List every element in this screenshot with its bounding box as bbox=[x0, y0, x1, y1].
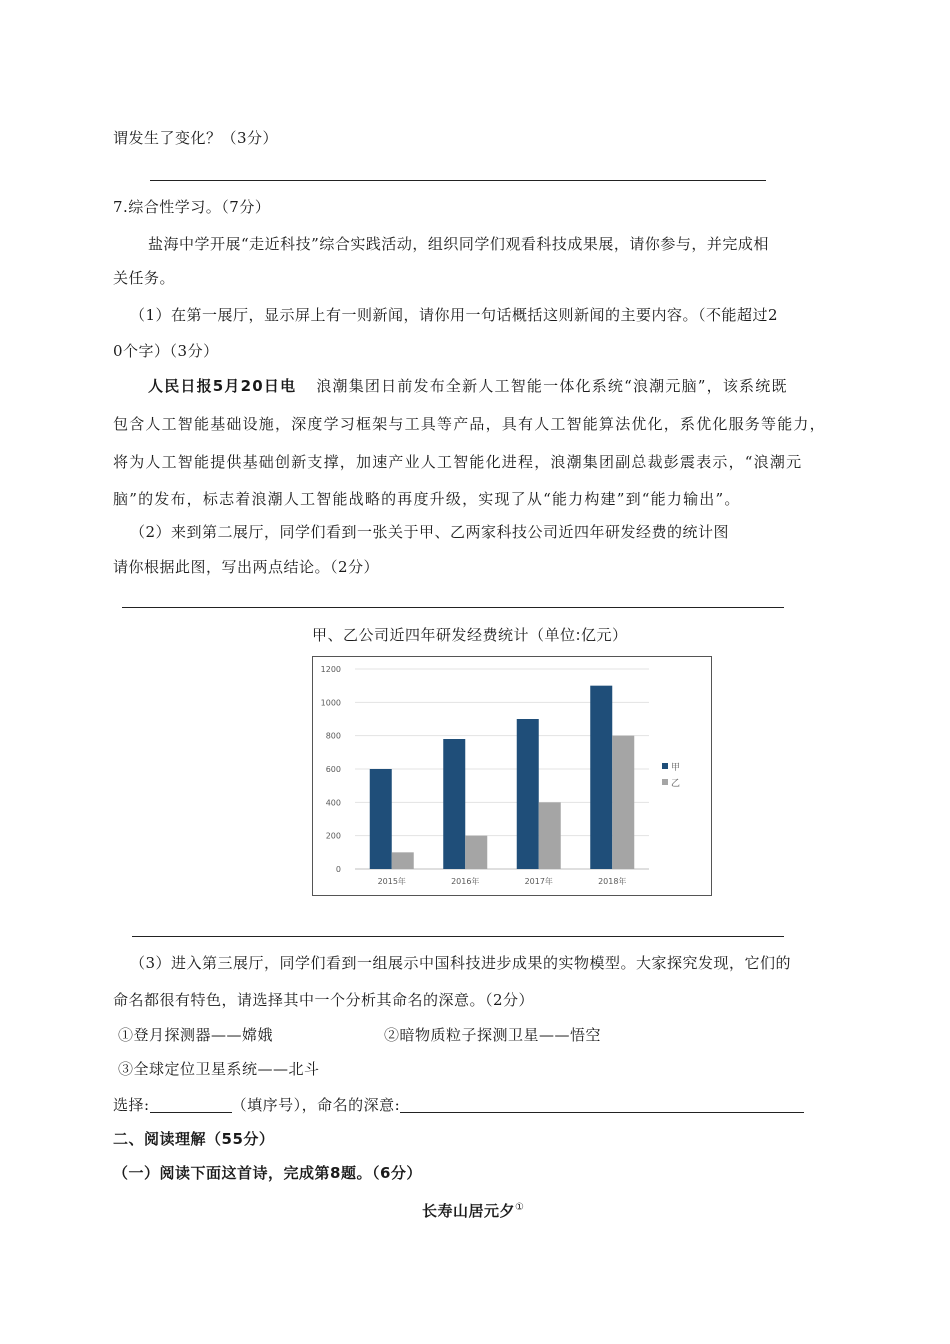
news-lead: 人民日报5月20日电 bbox=[148, 377, 297, 395]
news-line-3: 将为人工智能提供基础创新支撑，加速产业人工智能化进程，浪潮集团副总裁彭震表示，“浪潮元 bbox=[113, 453, 803, 471]
bar-乙-2016年 bbox=[465, 836, 487, 869]
option-2: ②暗物质粒子探测卫星——悟空 bbox=[384, 1026, 602, 1044]
choice-line bbox=[113, 1095, 804, 1115]
answer-line[interactable] bbox=[122, 607, 784, 608]
y-tick-label: 0 bbox=[335, 865, 341, 874]
option-3: ③全球定位卫星系统——北斗 bbox=[118, 1060, 320, 1078]
task-2-line-1: （2）来到第二展厅，同学们看到一张关于甲、乙两家科技公司近四年研发经费的统计图 bbox=[130, 523, 730, 541]
intro-line-1: 盐海中学开展“走近科技”综合实践活动，组织同学们观看科技成果展，请你参与，并完成相 bbox=[148, 235, 769, 253]
section-2-title: 二、阅读理解（55分） bbox=[113, 1130, 275, 1148]
legend-label: 甲 bbox=[671, 763, 681, 773]
bar-乙-2017年 bbox=[539, 802, 561, 869]
x-tick-label: 2016年 bbox=[451, 877, 480, 886]
task-1-line-1: （1）在第一展厅，显示屏上有一则新闻，请你用一句话概括这则新闻的主要内容。（不能超过2 bbox=[130, 306, 779, 324]
news-line-1 bbox=[148, 376, 788, 396]
y-tick-label: 1000 bbox=[320, 698, 341, 708]
y-tick-label: 400 bbox=[325, 798, 341, 808]
poem-title-text: 长寿山居元夕 bbox=[422, 1202, 516, 1220]
x-tick-label: 2017年 bbox=[524, 877, 553, 886]
question-7-title: 7.综合性学习。（7分） bbox=[113, 198, 271, 216]
bar-甲-2015年 bbox=[370, 769, 392, 869]
task-3-line-2: 命名都很有特色，请选择其中一个分析其命名的深意。（2分） bbox=[113, 991, 535, 1009]
choice-label: 选择: bbox=[113, 1096, 150, 1114]
answer-line[interactable] bbox=[132, 936, 784, 937]
x-tick-label: 2018年 bbox=[598, 877, 627, 886]
option-1: ①登月探测器——嫦娥 bbox=[118, 1026, 274, 1044]
news-line-2: 包含人工智能基础设施，深度学习框架与工具等产品，具有人工智能算法优化，系优化服务等能力， bbox=[113, 415, 826, 433]
task-2-line-2: 请你根据此图，写出两点结论。（2分） bbox=[113, 558, 380, 576]
question-tail: 谓发生了变化？（3分） bbox=[113, 129, 279, 147]
chart-title: 甲、乙公司近四年研发经费统计（单位:亿元） bbox=[312, 626, 628, 644]
y-tick-label: 800 bbox=[325, 731, 341, 741]
choice-hint: （填序号），命名的深意: bbox=[231, 1096, 401, 1114]
bar-甲-2016年 bbox=[443, 739, 465, 869]
task-1-line-2: 0个字）（3分） bbox=[113, 342, 219, 360]
y-tick-label: 200 bbox=[325, 831, 341, 841]
meaning-blank[interactable] bbox=[400, 1096, 804, 1113]
bar-乙-2018年 bbox=[612, 736, 634, 869]
answer-line[interactable] bbox=[150, 180, 766, 181]
task-3-line-1: （3）进入第三展厅，同学们看到一组展示中国科技进步成果的实物模型。大家探究发现，它们的 bbox=[130, 954, 792, 972]
y-tick-label: 1200 bbox=[320, 665, 341, 674]
legend-swatch-乙 bbox=[662, 779, 668, 785]
choice-blank[interactable] bbox=[150, 1096, 232, 1113]
bar-甲-2018年 bbox=[590, 686, 612, 869]
legend-label: 乙 bbox=[671, 779, 681, 789]
footnote-mark: ① bbox=[515, 1202, 525, 1213]
section-2-1-title: （一）阅读下面这首诗，完成第8题。（6分） bbox=[113, 1164, 422, 1182]
bar-chart bbox=[312, 656, 712, 896]
bar-chart-svg bbox=[313, 657, 711, 895]
bar-乙-2015年 bbox=[392, 852, 414, 869]
news-text-1: 浪潮集团日前发布全新人工智能一体化系统“浪潮元脑”，该系统既 bbox=[316, 377, 788, 395]
news-line-4: 脑”的发布，标志着浪潮人工智能战略的再度升级，实现了从“能力构建”到“能力输出”。 bbox=[113, 490, 741, 508]
intro-line-2: 关任务。 bbox=[113, 269, 176, 287]
bar-甲-2017年 bbox=[517, 719, 539, 869]
poem-title bbox=[422, 1198, 524, 1221]
legend-swatch-甲 bbox=[662, 763, 668, 769]
x-tick-label: 2015年 bbox=[377, 877, 406, 886]
y-tick-label: 600 bbox=[325, 765, 341, 774]
